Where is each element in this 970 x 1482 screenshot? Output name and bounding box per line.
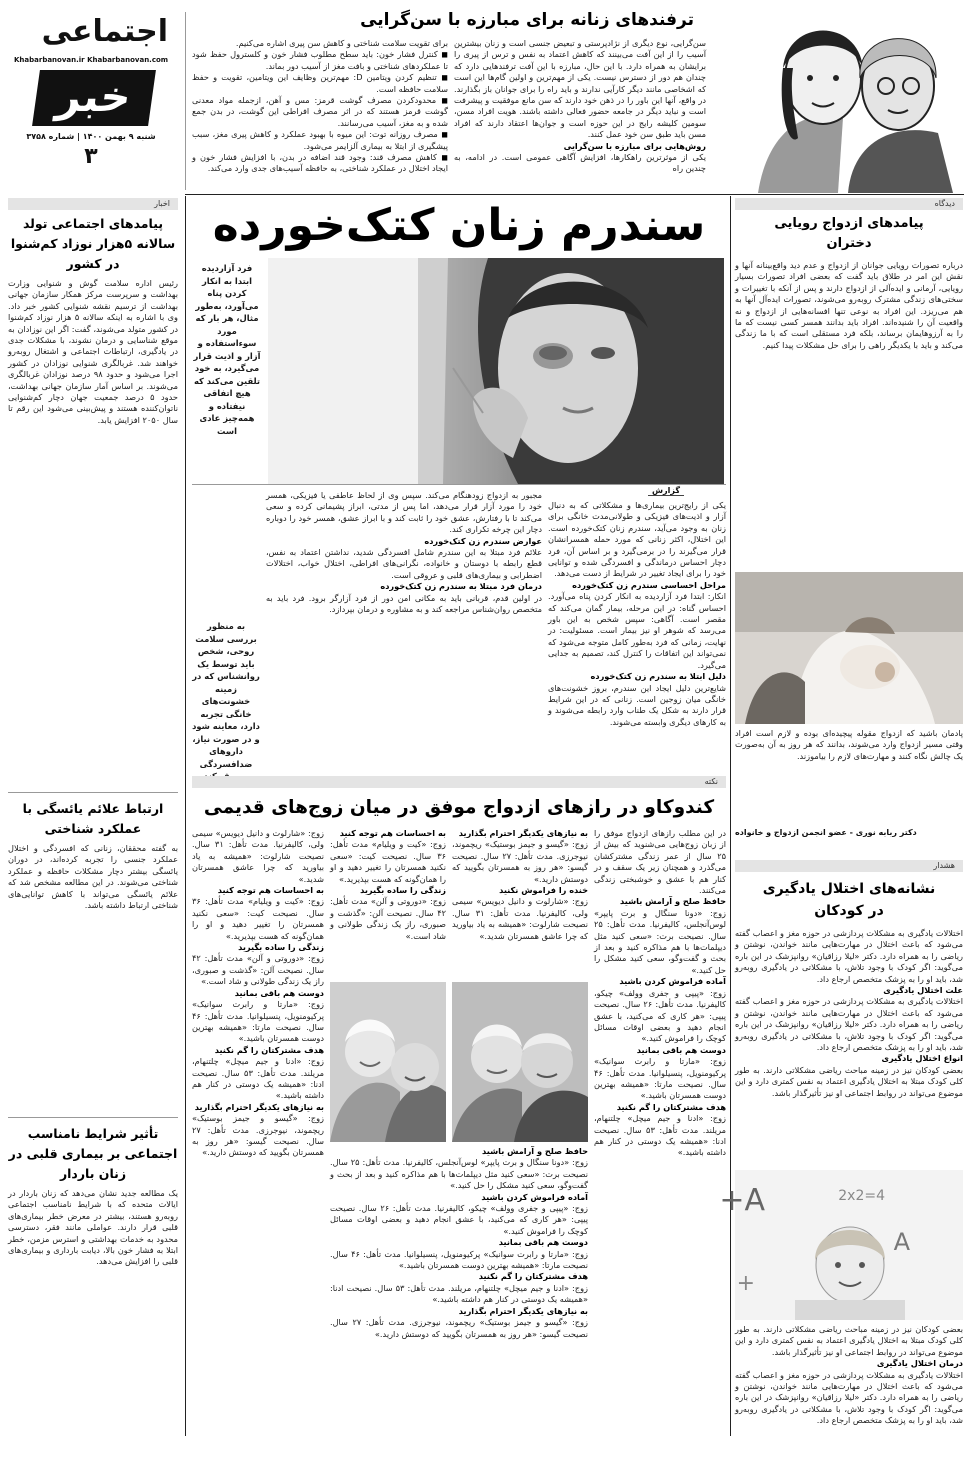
left-news-label-bar: اخبار <box>8 198 178 210</box>
left-story2-title: ارتباط علائم یائسگی با عملکرد شناختی <box>22 801 164 836</box>
divider <box>8 792 178 793</box>
bottom-col-3 <box>330 828 446 978</box>
right-col-rule <box>730 196 731 1436</box>
main-col-right-text: یکی از رایج‌ترین بیماری‌ها و مشکلاتی که به دنبال آزار و اذیت‌های فیزیکی و طولانی‌مدت خانگی برای زنان به وجود می‌آید، سندرم زنان کتک‌خورده است. این اختلال، اکثر زنانی که مورد حمله همسرانشان قرار می‌گیرند را در برمی‌گیرد و بر اساس آن، فرد دچار احساس درماندگی و افسردگی شده و توانایی خود را برای ایجاد تغییر در شرایط از دست می‌دهد. مراحل احساسی سندرم زن کتک‌خورده انکار: ابتدا فرد آزاردیده به انکار کردن پناه می‌آورد. احساس گناه: در این مرحله، بیمار گمان می‌کند که مقصر است. آگاهی: سپس شخص به این باور می‌رسد که شوهر او نیز بیمار است. مسئولیت: در نهایت، زمانی که فرد به‌طور کامل متوجه می‌شود که نمی‌تواند این اتفاقات را کنترل کند، تصمیم به جدایی می‌گیرد. دلیل ابتلا به سندرم زن کتک‌خورده شایع‌ترین دلیل ایجاد این سندرم، بروز خشونت‌های خانگی میان زوجین است. زنانی که در این شرایط قرار دارند به شکل یک طناب وارد رابطه می‌شوند و به کارهای دیگری وابسته می‌شوند. <box>548 500 726 727</box>
page-number: ۳ <box>84 144 98 169</box>
main-col-right <box>548 500 726 770</box>
svg-text:A+: A+ <box>719 1183 765 1218</box>
top-rule <box>185 194 964 195</box>
right-label-bar-2: هشدار <box>735 860 963 872</box>
bottom-col-23-lower <box>330 1146 588 1434</box>
couple-photo-2 <box>330 982 446 1142</box>
top-story-col2: برای تقویت سلامت شناختی و کاهش سن پیری اشاره می‌کنیم. ◼ کنترل فشار خون: باید سطح مطلوب فشار خون و کلسترول حفظ شود تا عملکردهای شناختی و بافت مغز از آسیب دور بماند. ◼ تنظیم کردن ویتامین D: مهم‌ترین وظایف این ویتامین، تقویت و حفظ سلامت حافظه است. ◼ محدودکردن مصرف گوشت قرمز: مس و آهن، ازجمله مواد معدنی گوشت قرمز هستند که در اثر مصرف افراطی این گوشت، در بدن جمع شده و به مغز، آسیب می‌رسانند. ◼ مصرف روزانه توت: این میوه با بهبود عملکرد و کاهش پیری مغز، سبب پیشگیری از ابتلا به بیماری آلزایمر می‌شود. ◼ کاهش مصرف قند: وجود قند اضافه در بدن، با افزایش فشار خون و ایجاد اختلال در عملکرد شناختی، به حافظه آسیب‌های جدی وارد می‌کند. <box>192 38 449 174</box>
bottom-col1-text: در این مطلب رازهای ازدواج موفق را از زبان زوج‌هایی می‌شنوید که بیش از ۲۵ سال از عمر زندگی مشترکشان می‌گذرد و همچنان زیر یک سقف و در کنار هم با عشق و خوشبختی زندگی می‌کنند. حافظ صلح و آرامش باشید زوج: «دونا سنگال و برت پایپر» لوس‌آنجلس، کالیفرنیا. مدت تأهل: ۲۵ سال. نصیحت برت: «سعی کنید مثل دیپلمات‌ها با هم مذاکره کنید و بعد از بحث و گفت‌وگو، سعی کنید مشکل را حل کنید.» آماده فراموش کردن باشید زوج: «پیپی و جفری وولف» چیکو، کالیفرنیا. مدت تأهل: ۲۶ سال. نصیحت پیپی: «هر کاری که می‌کنید، با عشق انجام دهید و بعضی اوقات مسائل کوچک را فراموش کنید.» دوست هم باقی بمانید زوج: «مارتا و رابرت سوانیک» پرکیومنویل، پنسیلوانیا. مدت تأهل: ۴۶ سال. نصیحت مارتا: «همیشه بهترین دوست همسرتان باشید.» هدف مشترکتان را گم نکنید زوج: «ادنا و جیم میچل» چلتنهام، مریلند. مدت تأهل: ۵۳ سال. نصیحت ادنا: «همیشه یک دوستی در کنار هم داشته باشید.» <box>594 828 726 1158</box>
left-col-rule <box>185 196 186 1436</box>
left-story2-text: به گفته محققان، زنانی که افسردگی و اختلال عملکرد جنسی را تجربه کرده‌اند، در دوران یائسگی بیشتر دچار مشکلات حافظه و عملکرد شناختی می‌شوند. در این مطالعه مشخص شد که علائم یائسگی می‌تواند با کاهش توانایی‌های شناختی ارتباط داشته باشد. <box>8 843 178 911</box>
date-line: شنبه ۹ بهمن ۱۴۰۰ | شماره ۳۷۵۸ <box>26 132 156 141</box>
section-title: اجتماعی <box>41 14 168 49</box>
main-pullquote: به منظور بررسی سلامت روحی، شخص باید توسط یک روانشناس که در زمینه خشونت‌های خانگی تجربه دارد، معاینه شود و در صورت نیاز، داروهای ضدافسردگی <box>192 621 260 769</box>
left-story1-text: رئیس اداره سلامت گوش و شنوایی وزارت بهداشت و سرپرست مرکز همکار سازمان جهانی بهداشت از ترسیم نقشه شنوایی کشور خبر داد. وی با اشاره به اینکه سالانه ۵ هزار نوزاد کم‌شنوا در کشور متولد می‌شوند، گفت: اگر این نوزادان به موقع شناسایی و درمان نشوند، با مشکلات جدی در یادگیری، ارتباطات اجتماعی و اشتغال روبه‌رو خواهند شد. غربالگری شنوایی نوزادان در کشور اجرا می‌شود و حدود ۹۸ درصد نوزادان غربالگری می‌شوند. بر اساس آمار سازمان جهانی بهداشت، حدود ۵ درصد جمعیت جهان دچار کم‌شنوایی ناتوان‌کننده هستند و پیش‌بینی می‌شود این رقم تا سال ۲۰۵۰ افزایش یابد. <box>8 278 179 425</box>
top-story <box>192 8 734 193</box>
left-news <box>8 214 178 1434</box>
site-urls[interactable]: Khabarbanovan.ir Khabarbanovan.com <box>14 56 169 64</box>
wedding-photo <box>735 572 963 724</box>
opinion-text2: پادمان باشید که ازدواج مقوله پیچیده‌ای بوده و لازم است افراد وقتی مسیر ازدواج وارد می‌شوند، بدانند که هر روز به آن به‌صورت یک چالش نگاه کنند و مهارت‌های لازم را بیاموزند. <box>735 728 963 761</box>
bottom-col-4 <box>192 828 324 1434</box>
battered-woman-photo <box>268 258 724 484</box>
svg-text:A: A <box>893 1228 910 1256</box>
bottom-headline: کندوکاو در رازهای ازدواج موفق در میان زوج‌های قدیمی <box>203 797 715 818</box>
svg-text:+: + <box>736 1271 755 1296</box>
main-headline: سندرم زنان کتک‌خورده <box>212 200 706 251</box>
svg-text:2x2=4: 2x2=4 <box>838 1188 885 1204</box>
divider <box>8 1117 178 1118</box>
top-story-col1: سن‌گرایی، نوع دیگری از نژادپرستی و تبعیض جنسی است و زنان بیشترین آسیب را از این آفت می‌بینند که کاهش اعتماد به نفس و ترس از پیری را برایشان به همراه دارد. با این حال، مبارزه با این آفت ترفندهایی دارد که چندان هم دور از دسترس نیست. یکی از مهم‌ترین و اولین گام‌ها این است که اشخاصی مانند دیگر کارآیی ندارند و باید راه را برای جوانان باز بگذارند. در واقع، آنها این باور را در ذهن خود دارند که سن مانع موفقیت و پیشرفت است و نباید دیگر در جامعه حضور فعالی داشته باشند. هویت افراد مسن، سومین کلیشه رایج در این حوزه است و جوان‌ها اعتقاد دارند که افراد مسن باید طبق سن خود عمل کنند. روش‌هایی برای مبارزه با سن‌گرایی یکی از موثرترین راهکارها، افزایش آگاهی عمومی است. در ادامه، به چندین راه <box>454 38 706 174</box>
left-story3-title: تأثیر شرایط نامناسب اجتماعی بر بیماری قلبی در زنان باردار <box>8 1126 178 1181</box>
couple-photo-1 <box>452 982 588 1142</box>
main-col-mid-text: مجبور به ازدواج زودهنگام می‌کند. سپس وی از لحاظ عاطفی یا فیزیکی، همسر خود را مورد آزار قرار می‌دهد، اما پس از مدتی، ابراز پشیمانی کرده و سعی می‌کند تا با رفتارش، عشق خود را ثابت کند و با ابراز عشق، همسر خود را دوباره دچار این چرخه تکراری کند. عوارض سندرم زن کتک‌خورده علائم فرد مبتلا به این سندرم شامل افسردگی شدید، نداشتن اعتماد به نفس، قطع رابطه با دوستان و خانواده، نگرانی‌های افراطی، اختلال خواب، اختلالات اضطرابی و بیماری‌های قلبی و عروقی است. درمان فرد مبتلا به سندرم زن کتک‌خورده در اولین قدم، قربانی باید به مکانی امن دور از فرد آزارگر برود. فرد باید به متخصص روان‌شناس مراجعه کند و به مشاوره و درمان بپردازد. <box>266 490 542 615</box>
left-story3-text: یک مطالعه جدید نشان می‌دهد که زنان باردار در ایالات متحده که با شرایط نامناسب اجتماعی روبه‌رو هستند، بیشتر در معرض خطر بیماری‌های قلبی قرار دارند. عواملی مانند فقر، دسترسی محدود به خدمات بهداشتی و استرس مزمن، خطر ابتلا به فشار خون بالا، دیابت بارداری و بیماری‌های قلبی را افزایش می‌دهد. <box>8 1188 178 1267</box>
masthead <box>6 8 176 188</box>
logo-text: خبر <box>53 72 135 121</box>
logo <box>32 70 156 126</box>
bottom-col4-text: زوج: «شارلوت و دانیل دیویس» سیمی ولی، کالیفرنیا. مدت تأهل: ۳۱ سال. نصیحت شارلوت: «همیشه به یاد بیاورید که چرا عاشق همسرتان شدید.» به احساسات هم توجه کنید زوج: «کیت و ویلیام» مدت تأهل: ۳۶ سال. نصیحت کیت: «سعی نکنید همسرتان را تغییر دهید و او را همان‌گونه که هست بپذیرید.» زندگی را ساده بگیرید زوج: «دوروتی و آلن» مدت تأهل: ۴۲ سال. نصیحت آلن: «گذشت و صبوری، راز یک زندگی طولانی و شاد است.» دوست هم باقی بمانید زوج: «مارتا و رابرت سوانیک» پرکیومنویل، پنسیلوانیا. مدت تأهل: ۴۶ سال. نصیحت مارتا: «همیشه بهترین دوست همسرتان باشید.» هدف مشترکتان را گم نکنید زوج: «ادنا و جیم میچل» چلتنهام، مریلند. مدت تأهل: ۵۳ سال. نصیحت ادنا: «همیشه یک دوستی در کنار هم داشته باشید.» به نیازهای یکدیگر احترام بگذارید زوج: «گیسو و جیمز بوستیک» ریچموند، نیوجرزی. مدت تأهل: ۲۷ سال. نصیحت گیسو: «هر روز به همسرتان بگویید که دوستش دارید.» <box>192 828 324 1158</box>
bottom-tag-bar: نکته <box>192 776 726 788</box>
bottom-col-1 <box>594 828 726 1434</box>
opinion-title: پیامدهای ازدواج رویایی دختران <box>774 216 924 251</box>
opinion-cont <box>735 728 963 848</box>
learning-disorder <box>735 878 963 1168</box>
right-label-bar-1: دیدگاه <box>735 198 963 210</box>
child-math-photo <box>719 1170 963 1320</box>
main-intro: فرد آزاردیده ابتدا به انکار کردن پناه می‌آورد، به‌طور مثال، هر بار که مورد سوءاستفاده و آزار و اذیت قرار می‌گیرد، به خود تلقین می‌کند که هیچ اتفاقی نیفتاده و همه‌چیز عادی است <box>193 263 261 436</box>
learning-text: اختلالات یادگیری به مشکلات پردازشی در حوزه مغز و اعصاب گفته می‌شود که باعث اختلال در مهارت‌هایی مانند خواندن، نوشتن و ریاضی را به همراه دارد. دکتر «لیلا رزاقیان» روانپزشک در این باره می‌گوید: اگر کودک با وجود تلاش، با مشکلاتی در یادگیری روبه‌رو شد، باید او را به پزشک متخصص ارجاع داد. علت اختلال یادگیری اختلالات یادگیری به مشکلات پردازشی در حوزه مغز و اعصاب گفته می‌شود که باعث اختلال در مهارت‌هایی مانند خواندن، نوشتن و ریاضی را به همراه دارد. دکتر «لیلا رزاقیان» روانپزشک در این باره می‌گوید: اگر کودک با وجود تلاش، با مشکلاتی در یادگیری روبه‌رو شد، باید او را به پزشک متخصص ارجاع داد. انواع اختلال یادگیری بعضی کودکان نیز در زمینه مباحث ریاضی مشکلاتی دارند. به طور کلی کودک مبتلا به اختلال یادگیری اعتماد به نفس کمتری دارد و این موضوع می‌تواند در روابط اجتماعی او نیز تأثیرگذار باشد. <box>735 928 963 1098</box>
bottom-col23-lower-text: حافظ صلح و آرامش باشید زوج: «دونا سنگال و برت پایپر» لوس‌آنجلس، کالیفرنیا. مدت تأهل: ۲۵ سال. نصیحت برت: «سعی کنید مثل دیپلمات‌ها با هم مذاکره کنید و بعد از بحث و گفت‌وگو، سعی کنید مشکل را حل کنید.» آماده فراموش کردن باشید زوج: «پیپی و جفری وولف» چیکو، کالیفرنیا. مدت تأهل: ۲۶ سال. نصیحت پیپی: «هر کاری که می‌کنید، با عشق انجام دهید و بعضی اوقات مسائل کوچک را فراموش کنید.» دوست هم باقی بمانید زوج: «مارتا و رابرت سوانیک» پرکیومنویل، پنسیلوانیا. مدت تأهل: ۴۶ سال. نصیحت مارتا: «همیشه بهترین دوست همسرتان باشید.» هدف مشترکتان را گم نکنید زوج: «ادنا و جیم میچل» چلتنهام، مریلند. مدت تأهل: ۵۳ سال. نصیحت ادنا: «همیشه یک دوستی در کنار هم داشته باشید.» به نیازهای یکدیگر احترام بگذارید زوج: «گیسو و جیمز بوستیک» ریچموند، نیوجرزی. مدت تأهل: ۲۷ سال. نصیحت گیسو: «هر روز به همسرتان بگویید که دوستش دارید.» <box>330 1146 589 1339</box>
learning-title: نشانه‌های اختلال یادگیری در کودکان <box>762 881 936 919</box>
opinion <box>735 214 963 574</box>
learning-cont <box>735 1324 963 1434</box>
bottom-col3-top-text: به احساسات هم توجه کنید زوج: «کیت و ویلیام» مدت تأهل: ۳۶ سال. نصیحت کیت: «سعی نکنید همسرتان را تغییر دهید و او را همان‌گونه که هست بپذیرید.» زندگی را ساده بگیرید زوج: «دوروتی و آلن» مدت تأهل: ۴۲ سال. نصیحت آلن: «گذشت و صبوری، راز یک زندگی طولانی و شاد است.» <box>330 828 446 941</box>
main-col-mid <box>266 490 542 770</box>
opinion-text: درباره تصورات رویایی جوانان از ازدواج و عدم دید واقع‌بینانه آنها و نقش این امر در طلاق باید گفت که بعضی افراد تصورات بسیار رویایی، آرمانی و ایده‌آلی از ازدواج دارند و پس از آنکه با تغییرات و سختی‌های زندگی مشترک روبه‌رو می‌شوند، تصورات ایده‌آل آنها به هم می‌ریزد. این افراد به نوعی تنها افسانه‌هایی از ازدواج و نه واقعیت آن را شنیده‌اند. افراد باید بدانند همسر کسی نیست که ما را به آرزوهایمان برساند، بلکه فرد مستقلی است که با ما زندگی می‌کند و باید با یکدیگر راهی را برای حل مشکلات پیدا کنیم. <box>735 260 963 350</box>
aging-women-illustration <box>738 8 964 193</box>
bottom-col-2 <box>452 828 588 978</box>
main-photo-rule <box>192 484 726 485</box>
learning-text2: بعضی کودکان نیز در زمینه مباحث ریاضی مشکلاتی دارند. به طور کلی کودک مبتلا به اختلال یادگیری اعتماد به نفس کمتری دارد و این موضوع می‌تواند در روابط اجتماعی او نیز تأثیرگذار باشد. درمان اختلال یادگیری اختلالات یادگیری به مشکلات پردازشی در حوزه مغز و اعصاب گفته می‌شود که باعث اختلال در مهارت‌هایی مانند خواندن، نوشتن و ریاضی را به همراه دارد. دکتر «لیلا رزاقیان» روانپزشک در این باره می‌گوید: اگر کودک با وجود تلاش، با مشکلاتی در یادگیری روبه‌رو شد، باید او را به پزشک متخصص ارجاع داد. <box>735 1324 963 1426</box>
left-story1-title: پیامدهای اجتماعی تولد سالانه ۵هزار نوزاد کم‌شنوا در کشور <box>10 216 176 271</box>
opinion-author: دکتر ربابه نوری - عضو انجمن ازدواج و خانواده <box>735 828 917 837</box>
top-story-title: ترفندهای زنانه برای مبارزه با سن‌گرایی <box>360 10 694 30</box>
bottom-col2-top-text: به نیازهای یکدیگر احترام بگذارید زوج: «گیسو و جیمز بوستیک» ریچموند، نیوجرزی. مدت تأهل: ۲۷ سال. نصیحت گیسو: «هر روز به همسرتان بگویید که دوستش دارید.» خنده را فراموش نکنید زوج: «شارلوت و دانیل دیویس» سیمی ولی، کالیفرنیا. مدت تأهل: ۳۱ سال. نصیحت شارلوت: «همیشه به یاد بیاورید که چرا عاشق همسرتان شدید.» <box>452 828 588 941</box>
report-tag: گزارش <box>648 486 684 496</box>
top-divider <box>185 12 186 190</box>
